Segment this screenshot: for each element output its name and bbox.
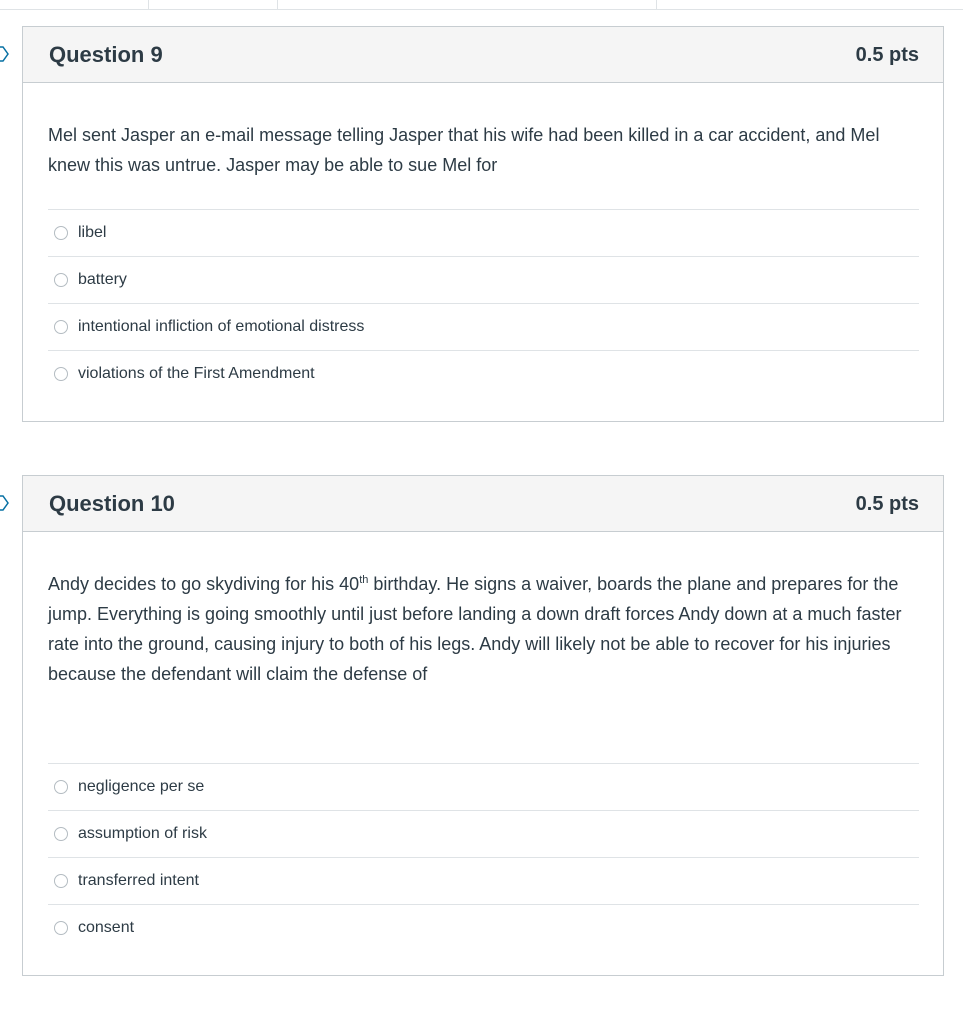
question-text-part: Andy decides to go skydiving for his 40 bbox=[48, 574, 360, 594]
answer-list bbox=[48, 209, 919, 397]
question-header bbox=[23, 476, 943, 532]
top-nav-strip bbox=[0, 0, 963, 10]
answer-label: libel bbox=[78, 224, 107, 241]
answer-label: battery bbox=[78, 271, 127, 288]
top-nav-segment bbox=[278, 0, 657, 9]
question-body bbox=[23, 83, 943, 397]
answer-option[interactable] bbox=[48, 858, 919, 905]
answer-label: transferred intent bbox=[78, 872, 199, 889]
answer-label: intentional infliction of emotional distress bbox=[78, 318, 365, 335]
answer-label: consent bbox=[78, 919, 135, 936]
answer-option[interactable] bbox=[48, 764, 919, 811]
question-card bbox=[22, 26, 944, 422]
radio-button[interactable] bbox=[54, 273, 68, 287]
question-points: 0.5 pts bbox=[855, 44, 919, 66]
radio-button[interactable] bbox=[54, 367, 68, 381]
answer-option[interactable] bbox=[48, 811, 919, 858]
top-nav-segment bbox=[0, 0, 149, 9]
answer-label: violations of the First Amendment bbox=[78, 365, 315, 382]
answer-option[interactable] bbox=[48, 257, 919, 304]
question-points: 0.5 pts bbox=[855, 493, 919, 515]
question-text bbox=[48, 532, 919, 763]
question-body bbox=[23, 532, 943, 951]
ordinal-suffix: th bbox=[359, 574, 369, 586]
question-title: Question 9 bbox=[49, 42, 163, 67]
question-title: Question 10 bbox=[49, 491, 175, 516]
flag-question-icon[interactable] bbox=[0, 495, 10, 511]
answer-option[interactable] bbox=[48, 905, 919, 951]
radio-button[interactable] bbox=[54, 226, 68, 240]
radio-button[interactable] bbox=[54, 921, 68, 935]
answer-option[interactable] bbox=[48, 304, 919, 351]
radio-button[interactable] bbox=[54, 780, 68, 794]
top-nav-segment bbox=[149, 0, 278, 9]
answer-label: assumption of risk bbox=[78, 825, 207, 842]
flag-question-icon[interactable] bbox=[0, 46, 10, 62]
question-text: Mel sent Jasper an e-mail message telling Jasper that his wife had been killed in a car accident, and Mel knew this was untrue. Jasper may be able to sue Mel for bbox=[48, 125, 880, 175]
answer-option[interactable] bbox=[48, 351, 919, 397]
radio-button[interactable] bbox=[54, 320, 68, 334]
question-card bbox=[22, 475, 944, 976]
answer-list bbox=[48, 763, 919, 951]
radio-button[interactable] bbox=[54, 874, 68, 888]
question-header bbox=[23, 27, 943, 83]
radio-button[interactable] bbox=[54, 827, 68, 841]
answer-label: negligence per se bbox=[78, 778, 205, 795]
answer-option[interactable] bbox=[48, 210, 919, 257]
question-text-part: birthday. He signs a waiver, boards the plane and prepares for the jump. Everything is going smoothly until just before landing a down draft forces Andy down at a much faster rate into the ground, causing injury to both of his legs. Andy will likely not be able to recover for his injuries because the defendant will claim the defense of bbox=[48, 574, 902, 684]
